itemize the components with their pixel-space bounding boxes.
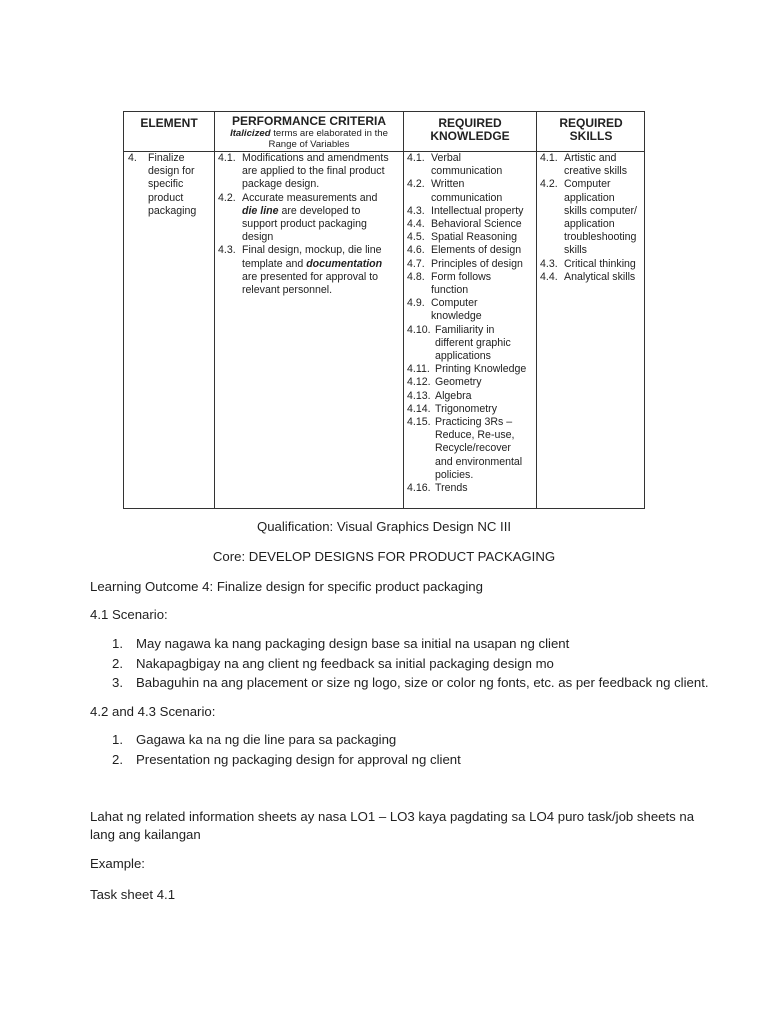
knowledge-number: 4.11.	[407, 363, 430, 376]
knowledge-line: Algebra	[435, 389, 472, 402]
element-line: specific	[148, 178, 184, 191]
skills-item	[540, 271, 644, 284]
performance-line: template and documentation	[242, 257, 383, 270]
knowledge-item	[407, 258, 535, 271]
knowledge-item	[407, 324, 535, 364]
knowledge-line: knowledge	[431, 310, 482, 323]
knowledge-line: Intellectual property	[431, 204, 524, 217]
performance-number: 4.2.	[218, 191, 236, 204]
knowledge-number: 4.1.	[407, 152, 425, 164]
element-number: 4.	[128, 152, 137, 164]
header-skills	[537, 117, 645, 155]
skills-line: Computer	[564, 178, 611, 191]
knowledge-item	[407, 205, 535, 218]
knowledge-number: 4.13.	[407, 389, 431, 402]
knowledge-item	[407, 416, 535, 482]
list-item: 2. Presentation ng packaging design for approval ng client	[112, 751, 461, 767]
performance-line: relevant personnel.	[242, 284, 333, 297]
header-skills-label: REQUIRED SKILLS	[559, 116, 623, 143]
knowledge-line: Elements of design	[431, 244, 522, 257]
column-divider	[536, 112, 537, 508]
skills-item	[540, 152, 644, 178]
knowledge-line: Spatial Reasoning	[431, 231, 517, 244]
knowledge-item	[407, 482, 535, 495]
note-line: Lahat ng related information sheets ay nasa LO1 – LO3 kaya pagdating sa LO4 puro task/job sheets na	[90, 809, 695, 824]
knowledge-number: 4.5.	[407, 231, 425, 244]
knowledge-number: 4.10.	[407, 323, 431, 336]
skills-line: skills computer/	[564, 204, 637, 217]
skills-item	[540, 178, 644, 257]
performance-term: die line	[242, 204, 279, 217]
knowledge-line: communication	[431, 191, 503, 204]
header-element-label: ELEMENT	[140, 116, 198, 130]
qualification-line: Qualification: Visual Graphics Design NC III	[256, 519, 512, 534]
header-element	[124, 117, 214, 155]
knowledge-line: Form follows	[431, 270, 492, 283]
element-line: Finalize	[148, 152, 185, 164]
knowledge-item	[407, 376, 535, 389]
skills-line: application	[564, 218, 615, 231]
knowledge-line: Behavioral Science	[431, 218, 522, 231]
scenario-4243-list	[90, 730, 710, 769]
performance-item	[218, 192, 400, 245]
skills-line: troubleshooting	[564, 231, 637, 244]
list-item: 2. Nakapagbigay na ang client ng feedback sa initial packaging design mo	[112, 655, 554, 671]
performance-term: documentation	[306, 257, 383, 270]
knowledge-line: policies.	[435, 468, 474, 481]
performance-item	[218, 244, 400, 297]
knowledge-line: Trigonometry	[435, 402, 498, 415]
knowledge-item	[407, 271, 535, 297]
knowledge-item	[407, 152, 535, 178]
element-item	[128, 152, 212, 218]
note-paragraph	[90, 808, 695, 844]
header-performance	[215, 115, 403, 153]
list-item: 1. May nagawa ka nang packaging design base sa initial na usapan ng client	[112, 636, 570, 651]
knowledge-number: 4.9.	[407, 297, 425, 310]
knowledge-line: and environmental	[435, 455, 523, 468]
knowledge-number: 4.2.	[407, 178, 425, 191]
knowledge-line: Computer	[431, 297, 478, 310]
performance-number: 4.1.	[218, 152, 236, 164]
skills-number: 4.3.	[540, 257, 558, 270]
performance-line: Final design, mockup, die line	[242, 244, 382, 257]
skills-number: 4.2.	[540, 178, 558, 191]
performance-line: Modifications and amendments	[242, 152, 389, 164]
knowledge-column	[407, 152, 535, 495]
performance-line: die line are developed to	[242, 204, 361, 217]
knowledge-item	[407, 244, 535, 257]
knowledge-item	[407, 363, 535, 376]
list-item: 1. Gagawa ka na ng die line para sa packaging	[112, 732, 397, 747]
knowledge-number: 4.14.	[407, 402, 431, 415]
knowledge-line: Verbal	[431, 152, 462, 164]
skills-line: Critical thinking	[564, 257, 636, 270]
knowledge-item	[407, 231, 535, 244]
knowledge-line: Practicing 3Rs –	[435, 416, 513, 429]
learning-outcome: Learning Outcome 4: Finalize design for specific product packaging	[90, 579, 483, 594]
note-line: lang ang kailangan	[90, 827, 201, 842]
knowledge-number: 4.4.	[407, 218, 425, 231]
knowledge-number: 4.15.	[407, 416, 431, 429]
skills-line: Analytical skills	[564, 270, 636, 283]
element-line: product	[148, 191, 184, 204]
header-knowledge-label: REQUIRED KNOWLEDGE	[430, 116, 510, 143]
knowledge-line: Recycle/recover	[435, 442, 511, 455]
performance-column	[218, 152, 400, 297]
header-performance-note: Italicized terms are elaborated in the Range of Variables	[230, 128, 388, 150]
knowledge-line: communication	[431, 165, 503, 178]
performance-item	[218, 152, 400, 192]
knowledge-line: Familiarity in	[435, 323, 495, 336]
knowledge-number: 4.16.	[407, 482, 431, 495]
knowledge-number: 4.6.	[407, 244, 425, 257]
knowledge-item	[407, 297, 535, 323]
column-divider	[403, 112, 404, 508]
knowledge-item	[407, 403, 535, 416]
task-sheet-label: Task sheet 4.1	[90, 887, 176, 902]
column-divider	[214, 112, 215, 508]
performance-line: support product packaging	[242, 218, 367, 231]
performance-number: 4.3.	[218, 244, 236, 257]
performance-line: Accurate measurements and	[242, 191, 378, 204]
scenario-4243-heading: 4.2 and 4.3 Scenario:	[90, 704, 216, 719]
skills-line: creative skills	[564, 165, 627, 178]
list-item: 3. Babaguhin na ang placement or size ng logo, size or color ng fonts, etc. as per feedback ng client.	[112, 675, 709, 690]
knowledge-number: 4.12.	[407, 376, 431, 389]
skills-item	[540, 258, 644, 271]
knowledge-line: applications	[435, 350, 491, 363]
scenario-41-list	[90, 634, 710, 693]
knowledge-line: Printing Knowledge	[435, 363, 527, 376]
knowledge-line: Principles of design	[431, 257, 523, 270]
skills-line: Artistic and	[564, 152, 617, 164]
skills-number: 4.1.	[540, 152, 558, 164]
knowledge-number: 4.7.	[407, 257, 425, 270]
knowledge-line: function	[431, 284, 469, 297]
knowledge-number: 4.3.	[407, 204, 425, 217]
performance-line: are applied to the final product	[242, 165, 385, 178]
skills-line: application	[564, 191, 615, 204]
scenario-41-heading: 4.1 Scenario:	[90, 607, 168, 622]
knowledge-line: Geometry	[435, 376, 482, 389]
skills-column	[540, 152, 644, 284]
header-performance-label: PERFORMANCE CRITERIA	[231, 114, 386, 128]
core-line: Core: DEVELOP DESIGNS FOR PRODUCT PACKAGING	[212, 549, 556, 564]
skills-number: 4.4.	[540, 270, 558, 283]
knowledge-line: different graphic	[435, 336, 511, 349]
knowledge-number: 4.8.	[407, 270, 425, 283]
performance-line: are presented for approval to	[242, 270, 379, 283]
element-line: design for	[148, 165, 195, 178]
performance-line: design	[242, 231, 274, 244]
example-label: Example:	[90, 856, 145, 871]
competency-table	[123, 111, 645, 509]
knowledge-line: Trends	[435, 482, 468, 495]
knowledge-line: Written	[431, 178, 465, 191]
performance-line: package design.	[242, 178, 320, 191]
knowledge-item	[407, 390, 535, 403]
knowledge-line: Reduce, Re-use,	[435, 429, 515, 442]
skills-line: skills	[564, 244, 587, 257]
element-column	[128, 152, 212, 218]
knowledge-item	[407, 218, 535, 231]
knowledge-item	[407, 178, 535, 204]
element-line: packaging	[148, 204, 197, 217]
header-knowledge	[404, 117, 536, 155]
